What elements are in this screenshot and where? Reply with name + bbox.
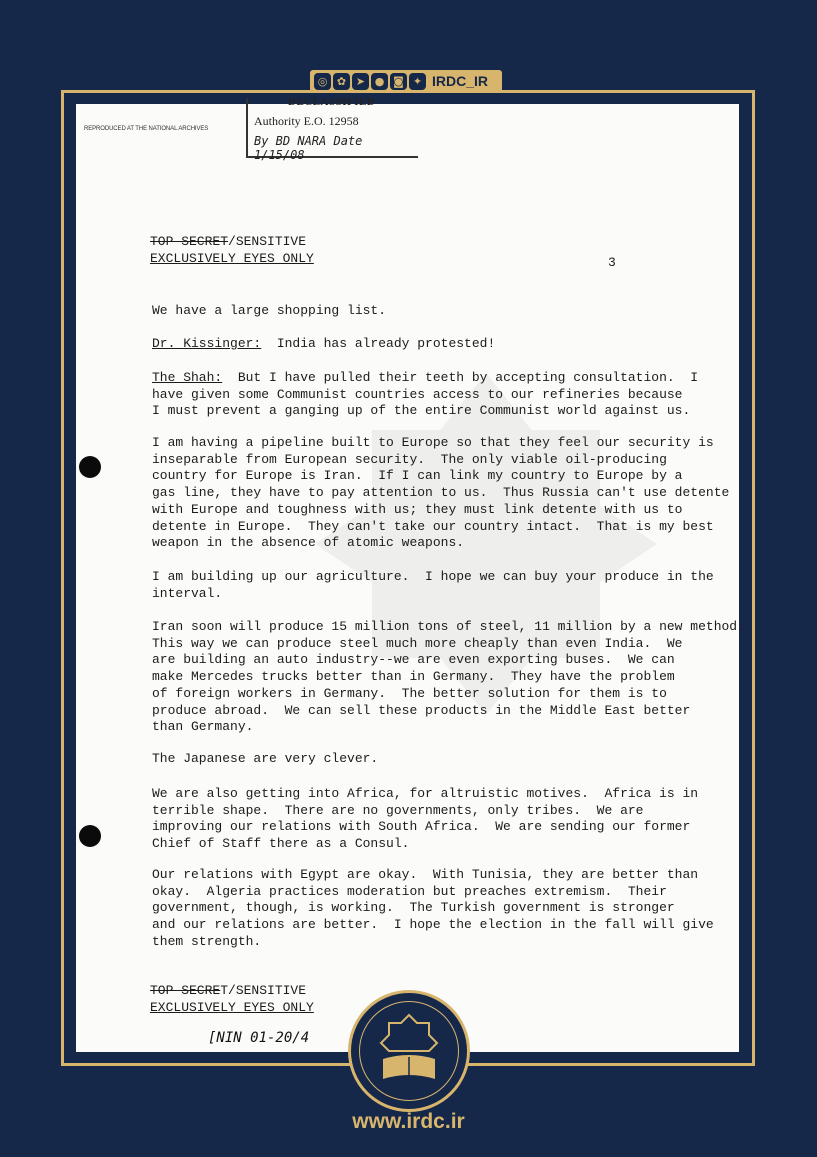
eitaa-icon[interactable]: ✿ [333, 73, 350, 90]
irdc-logo [348, 990, 470, 1112]
eyes-only-label: EXCLUSIVELY EYES ONLY [150, 250, 314, 266]
page-number: 3 [608, 255, 616, 270]
struck-classification: TOP SECRET [150, 234, 229, 249]
social-bar [310, 70, 502, 92]
paragraph-8: We are also getting into Africa, for altruistic motives. Africa is in terrible shape. There are no governments, only tribes. We are improving our relations with South Africa. We are sending our former Chief of Staff there as a Consul. [152, 786, 699, 852]
aparat-icon[interactable]: ◎ [314, 73, 331, 90]
nara-date-text: By BD NARA Date 1/15/08 [254, 134, 363, 162]
book-emblem-icon [377, 1013, 441, 1089]
classification-footer [150, 983, 314, 1016]
declassification-stamp [246, 96, 418, 162]
speaker-label: The Shah: [152, 370, 223, 385]
punch-hole-bottom [79, 825, 101, 847]
speaker-label: Dr. Kissinger: [152, 336, 262, 351]
authority-text: Authority E.O. 12958 [254, 114, 359, 128]
paragraph-9: Our relations with Egypt are okay. With Tunisia, they are better than okay. Algeria practices moderation but preaches extremism. Their government, though, is working. The Turkish government is stronger and our relations are better. I hope the election in the fall will give them strength. [152, 867, 714, 949]
handwritten-mark: [NIN 01-20/4 [208, 1030, 310, 1046]
telegram-icon[interactable]: ➤ [352, 73, 369, 90]
classification-header [150, 234, 314, 267]
document-page [76, 96, 745, 1052]
paragraph-5: I am building up our agriculture. I hope we can buy your produce in the interval. [152, 569, 714, 601]
instagram-icon[interactable]: ◙ [390, 73, 407, 90]
struck-classification: TOP SECRE [150, 983, 221, 998]
website-url[interactable]: www.irdc.ir [352, 1110, 465, 1133]
eyes-only-label: EXCLUSIVELY EYES ONLY [150, 999, 314, 1015]
paragraph-1: We have a large shopping list. [152, 303, 387, 318]
social-handle[interactable]: IRDC_IR [432, 73, 489, 89]
declassified-text: DECLASSIFIED [288, 96, 376, 108]
paragraph-text: India has already protested! [261, 336, 496, 351]
archives-label: REPRODUCED AT THE NATIONAL ARCHIVES [84, 126, 209, 132]
bale-icon[interactable]: ● [371, 73, 388, 90]
paragraph-3 [152, 370, 698, 420]
paragraph-6: Iran soon will produce 15 million tons of steel, 11 million by a new method. This way we can produce steel much more cheaply than even India. We are building an auto industry--we are even exporting buses. We can make Mercedes trucks better than in Germany. They have the problem of foreign workers in Germany. The better solution for them is to produce abroad. We can sell these products in the Middle East better than Germany. [152, 619, 745, 735]
twitter-icon[interactable]: ✦ [409, 73, 426, 90]
paragraph-4: I am having a pipeline built to Europe so that they feel our security is inseparable from European security. The only viable oil-producing country for Europe is Iran. If I can link my country to Europe by a gas line, they have to pay attention to us. Thus Russia can't use detente with Europe and toughness with us; they must link detente with us to detente in Europe. They can't take our country intact. That is my best weapon in the absence of atomic weapons. [152, 435, 730, 551]
classification-suffix: T/SENSITIVE [220, 983, 307, 998]
classification-suffix: /SENSITIVE [228, 234, 307, 249]
punch-hole-top [79, 456, 101, 478]
paragraph-7: The Japanese are very clever. [152, 751, 379, 766]
paragraph-text: But I have pulled their teeth by accepting consultation. I have given some Communist countries access to our refineries because I must prevent a ganging up of the entire Communist world against us. [152, 370, 699, 419]
paragraph-2 [152, 336, 495, 353]
